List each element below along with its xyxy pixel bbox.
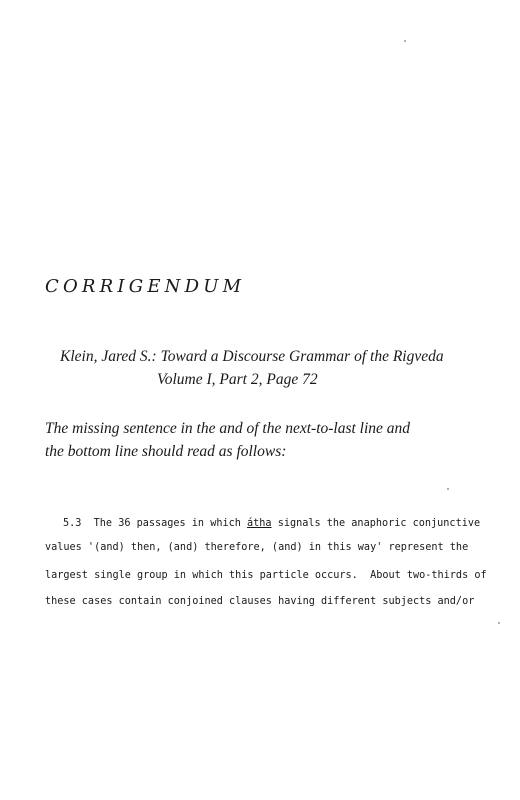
paper-speck [498,622,500,624]
reference-location: Volume I, Part 2, Page 72 [157,371,318,388]
corrected-text-line-2: values '(and) then, (and) therefore, (and) in this way' represent the [45,542,469,553]
reference-citation: Klein, Jared S.: Toward a Discourse Grammar of the Rigveda [60,348,444,365]
paper-speck [404,40,406,42]
correction-note-line-2: the bottom line should read as follows: [45,443,287,460]
particle-word: átha [247,518,272,529]
correction-note-line-1: The missing sentence in the and of the next-to-last line and [45,420,411,437]
page-heading: CORRIGENDUM [45,276,246,297]
paper-speck [447,488,449,490]
corrected-text-line-1 [63,518,480,529]
corrected-text-line-3: largest single group in which this particle occurs. About two-thirds of [45,570,487,581]
corrected-text-suffix: signals the anaphoric conjunctive [271,518,481,529]
corrected-text-prefix: 5.3 The 36 passages in which [63,518,248,529]
corrected-text-line-4: these cases contain conjoined clauses having different subjects and/or [45,596,475,607]
